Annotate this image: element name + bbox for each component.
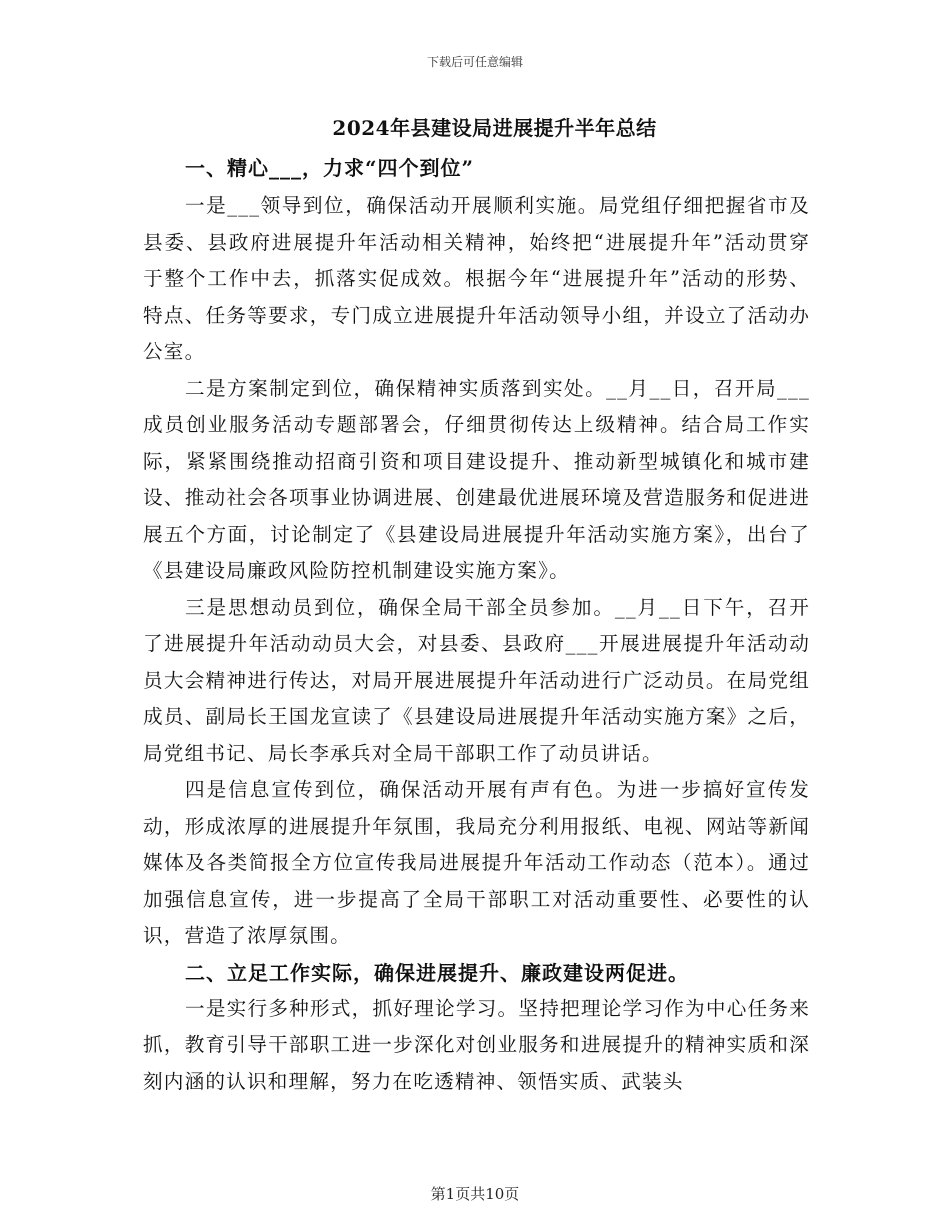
paragraph-1-4: 四是信息宣传到位，确保活动开展有声有色。为进一步搞好宣传发动，形成浓厚的进展提升年氛围，我局充分利用报纸、电视、网站等新闻媒体及各类简报全方位宣传我局进展提升年活动工作动态（范本）。通过加强信息宣传，进一步提高了全局干部职工对活动重要性、必要性的认识，营造了浓厚氛围。 (143, 778, 810, 947)
section-heading-1: 一、精心___，力求“四个到位” (185, 156, 475, 180)
page-header: 下载后可任意编辑 (426, 55, 523, 69)
page-footer: 第1页共10页 (430, 1185, 520, 1203)
document-body (143, 112, 810, 1100)
paragraph-2-1: 一是实行多种形式，抓好理论学习。坚持把理论学习作为中心任务来抓，教育引导干部职工进一步深化对创业服务和进展提升的精神实质和深刻内涵的认识和理解，努力在吃透精神、领悟实质、武装头 (143, 996, 810, 1093)
paragraph-1-3: 三是思想动员到位，确保全局干部全员参加。__月__日下午，召开了进展提升年活动动员大会，对县委、县政府___开展进展提升年活动动员大会精神进行传达，对局开展进展提升年活动进行广泛动员。在局党组成员、副局长王国龙宣读了《县建设局进展提升年活动实施方案》之后，局党组书记、局长李承兵对全局干部职工作了动员讲话。 (143, 595, 810, 765)
paragraph-1-2: 二是方案制定到位，确保精神实质落到实处。__月__日，召开局___成员创业服务活动专题部署会，仔细贯彻传达上级精神。结合局工作实际，紧紧围绕推动招商引资和项目建设提升、推动新型城镇化和城市建设、推动社会各项事业协调进展、创建最优进展环境及营造服务和促进进展五个方面，讨论制定了《县建设局进展提升年活动实施方案》，出台了《县建设局廉政风险防控机制建设实施方案》。 (143, 376, 810, 582)
section-heading-2: 二、立足工作实际，确保进展提升、廉政建设两促进。 (185, 960, 689, 985)
document-title: 2024年县建设局进展提升半年总结 (332, 116, 657, 140)
paragraph-1-1: 一是___领导到位，确保活动开展顺利实施。局党组仔细把握省市及县委、县政府进展提升年活动相关精神，始终把“进展提升年”活动贯穿于整个工作中去，抓落实促成效。根据今年“进展提升年”活动的形势、特点、任务等要求，专门成立进展提升年活动领导小组，并设立了活动办公室。 (143, 194, 810, 363)
